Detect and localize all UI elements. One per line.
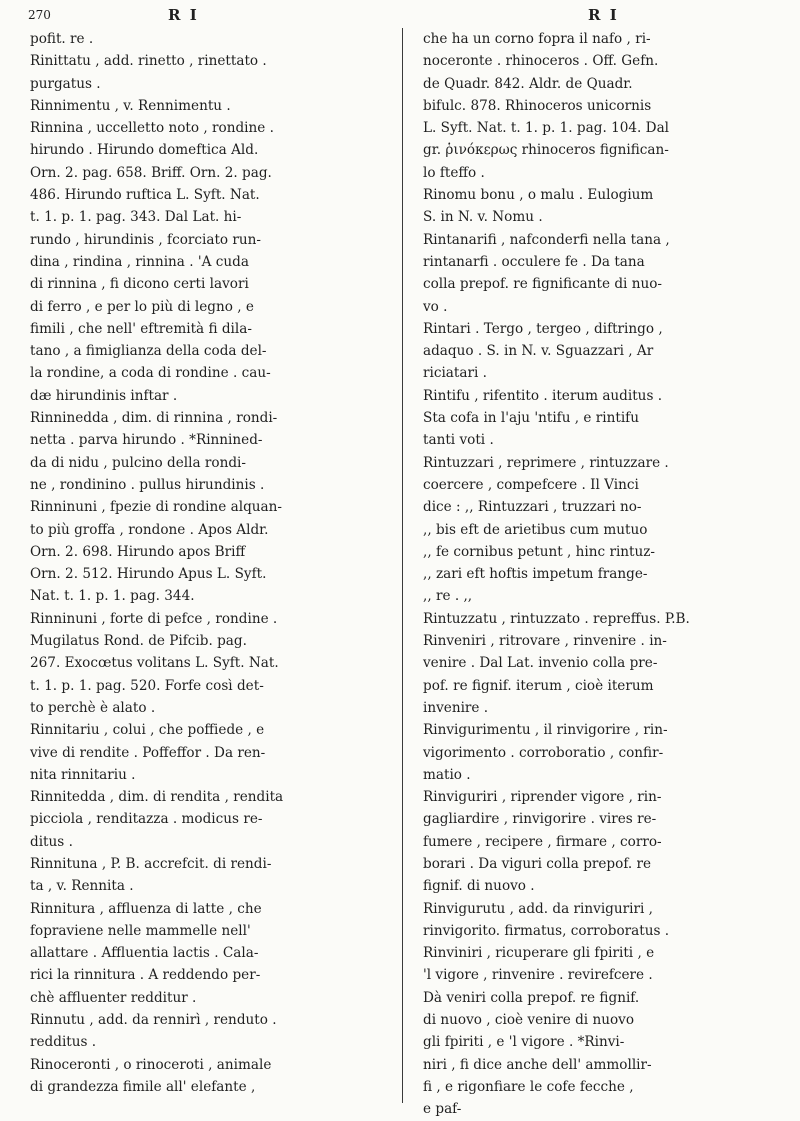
text-line: colla prepof. re fignificante di nuo- (423, 276, 662, 293)
text-line: Rintifu , rifentito . iterum auditus . (423, 387, 663, 404)
text-line: tano , a fimiglianza della coda del- (30, 343, 267, 360)
page-number: 270 (28, 8, 51, 22)
text-line: Rintuzzatu , rintuzzato . repreffus. P.B. (423, 610, 690, 627)
text-line: da di nidu , pulcino della rondi- (30, 454, 246, 471)
text-line: Rinninedda , dim. di rinnina , rondi- (30, 410, 278, 427)
text-line: Rinninuni , forte di pefce , rondine . (30, 610, 278, 627)
text-line: noceronte . rhinoceros . Off. Gefn. (423, 53, 659, 70)
text-line: Rinnitura , affluenza di latte , che (30, 900, 262, 917)
text-line: to perchè è alato . (30, 699, 156, 716)
text-line: riciatari . (423, 365, 487, 382)
text-line: lo fteffo . (423, 164, 485, 181)
text-line: fignif. di nuovo . (423, 878, 535, 895)
text-line: 267. Exocœtus volitans L. Syft. Nat. (30, 655, 279, 672)
text-line: 'l vigore , rinvenire . revirefcere . (423, 967, 653, 984)
text-line: Mugilatus Rond. de Pifcib. pag. (30, 633, 247, 650)
text-line: ne , rondinino . pullus hirundinis . (30, 476, 265, 493)
text-line: ditus . (30, 833, 73, 850)
text-line: Dà veniri colla prepof. re fignif. (423, 989, 640, 1006)
text-line: t. 1. p. 1. pag. 343. Dal Lat. hi- (30, 209, 242, 226)
text-line: allattare . Affluentia lactis . Cala- (30, 945, 259, 962)
text-line: S. in N. v. Nomu . (423, 209, 543, 226)
text-line: bifulc. 878. Rhinoceros unicornis (423, 97, 652, 114)
text-line: gr. ῥινόκερως rhinoceros fignifican- (423, 142, 669, 159)
right-column (423, 28, 783, 1118)
text-line: vive di rendite . Poffeffor . Da ren- (30, 744, 266, 761)
text-line: rici la rinnitura . A reddendo per- (30, 967, 261, 984)
text-line: di ferro , e per lo più di legno , e (30, 298, 254, 315)
text-line: ,, re . ,, (423, 588, 473, 605)
text-line: venire . Dal Lat. invenio colla pre- (423, 655, 658, 672)
text-line: rintanarfi . occulere fe . Da tana (423, 253, 645, 270)
text-line: vigorimento . corroboratio , confir- (423, 744, 664, 761)
text-line: Rinnutu , add. da rennirì , renduto . (30, 1012, 277, 1029)
text-line: de Quadr. 842. Aldr. de Quadr. (423, 75, 633, 92)
text-line: e paf- (423, 1101, 462, 1118)
text-line: to più groffa , rondone . Apos Aldr. (30, 521, 269, 538)
text-line: fi , e rigonfiare le cofe fecche , (423, 1078, 634, 1095)
text-line: Rinnina , uccelletto noto , rondine . (30, 120, 274, 137)
page-header (28, 6, 776, 26)
text-line: di nuovo , cioè venire di nuovo (423, 1012, 635, 1029)
text-line: tanti voti . (423, 432, 494, 449)
text-line: adaquo . S. in N. v. Sguazzari , Ar (423, 343, 654, 360)
text-line: matio . (423, 766, 471, 783)
text-line: rinvigorito. firmatus, corroboratus . (423, 922, 670, 939)
column-divider (402, 28, 403, 1103)
text-line: gli fpiriti , e 'l vigore . *Rinvi- (423, 1034, 625, 1051)
text-line: Rinnitedda , dim. di rendita , rendita (30, 789, 284, 806)
text-line: fopraviene nelle mammelle nell' (30, 922, 251, 939)
text-line: fimili , che nell' eftremità fi dila- (30, 320, 252, 337)
text-line: ,, zari eft hoftis impetum frange- (423, 566, 648, 583)
text-line: purgatus . (30, 75, 101, 92)
text-line: dina , rindina , rinnina . 'A cuda (30, 253, 249, 270)
text-line: dæ hirundinis inftar . (30, 387, 178, 404)
text-line: Rinnituna , P. B. accrefcit. di rendi- (30, 855, 272, 872)
text-line: vo . (423, 298, 448, 315)
text-line: Rinninuni , fpezie di rondine alquan- (30, 499, 283, 516)
text-line: Orn. 2. 512. Hirundo Apus L. Syft. (30, 566, 267, 583)
text-line: ,, fe cornibus petunt , hinc rintuz- (423, 543, 656, 560)
text-line: Sta cofa in l'aju 'ntifu , e rintifu (423, 410, 639, 427)
text-line: fumere , recipere , firmare , corro- (423, 833, 662, 850)
text-line: redditus . (30, 1034, 97, 1051)
text-line: Rinnitariu , colui , che poffiede , e (30, 722, 265, 739)
text-line: picciola , renditazza . modicus re- (30, 811, 263, 828)
text-line: Rinviguriri , riprender vigore , rin- (423, 789, 662, 806)
text-line: ta , v. Rennita . (30, 878, 134, 895)
running-head-left: R I (168, 6, 199, 24)
text-line: invenire . (423, 699, 489, 716)
text-line: chè affluenter redditur . (30, 989, 197, 1006)
text-line: Rintanarifi , nafconderfi nella tana , (423, 231, 670, 248)
text-line: pof. re fignif. iterum , cioè iterum (423, 677, 654, 694)
text-line: Rinvigurutu , add. da rinviguriri , (423, 900, 653, 917)
text-line: rundo , hirundinis , fcorciato run- (30, 231, 262, 248)
text-line: Rinnimentu , v. Rennimentu . (30, 97, 231, 114)
text-line: Orn. 2. 698. Hirundo apos Briff (30, 543, 246, 560)
text-line: t. 1. p. 1. pag. 520. Forfe così det- (30, 677, 264, 694)
text-line: L. Syft. Nat. t. 1. p. 1. pag. 104. Dal (423, 120, 670, 137)
text-line: Rintari . Tergo , tergeo , diftringo , (423, 320, 663, 337)
text-line: Rinomu bonu , o malu . Eulogium (423, 187, 654, 204)
text-line: niri , fi dice anche dell' ammollir- (423, 1056, 652, 1073)
left-column (30, 28, 398, 1103)
text-line: borari . Da viguri colla prepof. re (423, 855, 652, 872)
running-head-right: R I (588, 6, 619, 24)
text-line: che ha un corno fopra il nafo , ri- (423, 31, 651, 47)
text-line: Rinittatu , add. rinetto , rinettato . (30, 53, 267, 70)
text-line: gagliardire , rinvigorire . vires re- (423, 811, 657, 828)
text-line: Rintuzzari , reprimere , rintuzzare . (423, 454, 669, 471)
text-line: di rinnina , fi dicono certi lavori (30, 276, 249, 293)
text-line: netta . parva hirundo . *Rinnined- (30, 432, 263, 449)
text-line: dice : ,, Rintuzzari , truzzari no- (423, 499, 642, 516)
text-line: Rinvigurimentu , il rinvigorire , rin- (423, 722, 668, 739)
text-line: 486. Hirundo ruftica L. Syft. Nat. (30, 187, 260, 204)
text-line: Nat. t. 1. p. 1. pag. 344. (30, 588, 195, 605)
text-line: Rinviniri , ricuperare gli fpiriti , e (423, 945, 655, 962)
text-line: ,, bis eft de arietibus cum mutuo (423, 521, 648, 538)
text-line: Rinveniri , ritrovare , rinvenire . in- (423, 633, 667, 650)
text-line: di grandezza fimile all' elefante , (30, 1078, 256, 1095)
text-line: coercere , compefcere . Il Vinci (423, 476, 639, 493)
text-line: Orn. 2. pag. 658. Briff. Orn. 2. pag. (30, 164, 272, 181)
text-line: la rondine, a coda di rondine . cau- (30, 365, 271, 382)
text-line: Rinoceronti , o rinoceroti , animale (30, 1056, 272, 1073)
text-line: hirundo . Hirundo domeftica Ald. (30, 142, 259, 159)
text-line: nita rinnitariu . (30, 766, 136, 783)
text-line: pofit. re . (30, 31, 94, 47)
